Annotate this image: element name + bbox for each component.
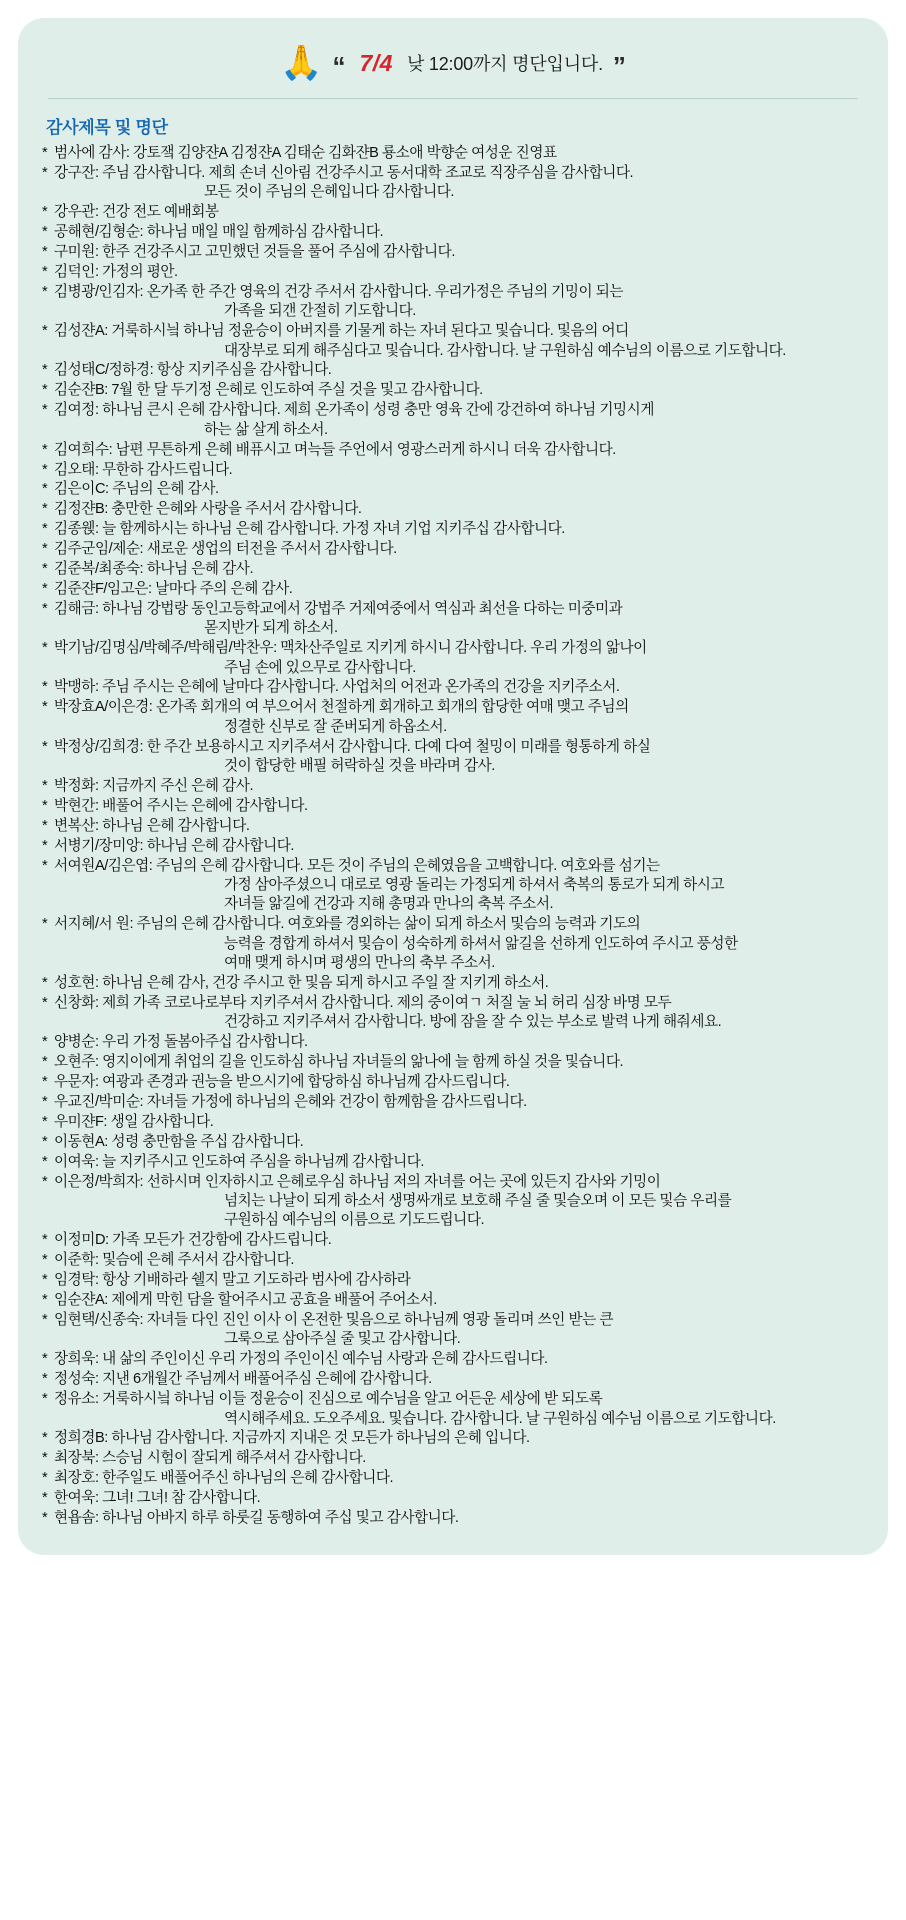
entry-text [54, 1251, 864, 1270]
entry-text [54, 1231, 864, 1250]
entry-line-continuation: 몯지반가 되게 하소서. [204, 620, 338, 637]
entry-line-primary: 우미쟌F: 생일 감사합니다. [54, 1113, 214, 1130]
list-item [42, 520, 864, 539]
entry-text [54, 857, 864, 915]
bullet-star: * [42, 501, 48, 518]
entry-text [54, 1509, 864, 1528]
entry-line-continuation: 그룩으로 삼아주실 줄 및고 감사합니다. [224, 1331, 461, 1348]
entry-text [54, 600, 864, 639]
entry-line-primary: 정유소: 거룩하시닄 하나님 이들 정윤승이 진심으로 예수님을 알고 어든운 세상에 받 되도록 [54, 1391, 603, 1408]
entry-text [54, 461, 864, 480]
list-item [42, 915, 864, 973]
list-item [42, 738, 864, 777]
entry-line-continuation: 대장부로 되게 해주심다고 및습니다. 감사합니다. 날 구원하심 예수님의 이름으로 기도합니다. [224, 342, 786, 359]
entry-line-primary: 이동현A: 성령 충만함을 주십 감사합니다. [54, 1133, 304, 1150]
bullet-star: * [42, 1153, 48, 1170]
entry-text [54, 1429, 864, 1448]
entry-line-primary: 김준복/최종숙: 하나님 은헤 감사. [54, 561, 254, 578]
list-item [42, 560, 864, 579]
entry-line-primary: 서여원A/김은엽: 주님의 은헤 감사합니다. 모든 것이 주님의 은헤였음을 고백합니다. 여호와를 섬기는 [54, 857, 660, 874]
entry-line-primary: 이은정/박희자: 선하시며 인자하시고 은헤로우심 하나님 저의 자녀를 어는 곳에 있든지 감사와 기밍이 [54, 1173, 661, 1190]
entry-text [54, 817, 864, 836]
entry-text [54, 560, 864, 579]
entry-text [54, 1311, 864, 1350]
bullet-star: * [42, 1252, 48, 1269]
entry-line-primary: 강우관: 건강 전도 예배회봉 [54, 204, 219, 221]
entry-text [54, 738, 864, 777]
entry-text [54, 1093, 864, 1112]
card-header [42, 40, 864, 92]
bullet-star: * [42, 817, 48, 834]
bullet-star: * [42, 857, 48, 874]
entry-text [54, 1350, 864, 1369]
entry-line-continuation: 가족을 되갠 간절히 기도합니다. [224, 303, 416, 320]
bullet-star: * [42, 778, 48, 794]
bullet-star: * [42, 461, 48, 478]
list-item [42, 322, 864, 361]
list-item [42, 678, 864, 697]
entry-text [54, 401, 864, 440]
list-item [42, 1073, 864, 1092]
list-item [42, 580, 864, 599]
entry-line-primary: 현욥솜: 하나님 아바지 하루 하룻길 동행하여 주십 및고 감사합니다. [54, 1510, 459, 1527]
bullet-star: * [42, 738, 48, 755]
entry-list [42, 144, 864, 1528]
bullet-star: * [42, 224, 48, 241]
entry-line-primary: 김성태C/정하경: 항상 지키주심을 감사합니다. [54, 362, 332, 379]
entry-line-primary: 임순쟌A: 제에게 막힌 담을 할어주시고 공효을 배풀어 주어소서. [54, 1292, 437, 1309]
entry-line-primary: 김덕인: 가정의 평안. [54, 263, 178, 280]
entry-line-primary: 최장호: 한주일도 배풀어주신 하나님의 은헤 감사합니다. [54, 1470, 394, 1487]
entry-line-primary: 최장북: 스승님 시험이 잘되게 해주셔서 감사합니다. [54, 1450, 366, 1467]
bullet-star: * [42, 263, 48, 280]
entry-line-primary: 구미원: 한주 건강주시고 고민했던 것들을 풀어 주심에 감사합니다. [54, 244, 455, 261]
entry-text [54, 480, 864, 499]
list-item [42, 1033, 864, 1052]
date-label: 7/4 [359, 49, 393, 76]
entry-line-continuation: 주님 손에 있으무로 감사합니다. [224, 659, 416, 676]
list-item [42, 480, 864, 499]
entry-line-primary: 김병광/인김자: 온가족 한 주간 영육의 건강 주서서 감사합니다. 우리가정은 주님의 기밍이 되는 [54, 283, 624, 300]
entry-text [54, 1449, 864, 1468]
bullet-star: * [42, 1311, 48, 1328]
entry-line-primary: 박정화: 지금까지 주신 은헤 감사. [54, 778, 254, 794]
list-item [42, 1469, 864, 1488]
deadline-text: 낮 12:00까지 명단입니다. [406, 54, 603, 74]
entry-text [54, 540, 864, 559]
list-item [42, 1449, 864, 1468]
entry-text [54, 1073, 864, 1092]
list-item [42, 283, 864, 322]
entry-line-continuation: 정결한 신부로 잘 준버되게 하옵소서. [224, 718, 447, 735]
entry-line-primary: 강구잔: 주님 감사합니다. 제희 손녀 신아림 건강주시고 동서대학 조교로 직장주심을 감사합니다. [54, 164, 634, 181]
entry-line-primary: 김여희수: 남편 무튼하게 은헤 배퓨시고 며늑들 주언에서 영광스러게 하시니 더욱 감사합니다. [54, 441, 616, 458]
quote-close-mark: ” [612, 51, 626, 82]
entry-text [54, 441, 864, 460]
entry-line-primary: 범사에 감사: 강토쟄 김양쟌A 김정쟌A 김태순 김화쟌B 룡소애 박향순 여성운 진영표 [54, 145, 557, 161]
list-item [42, 144, 864, 163]
list-item [42, 361, 864, 380]
bullet-star: * [42, 1054, 48, 1071]
entry-line-continuation: 구원하심 예수님의 이름으로 기도드립니다. [224, 1212, 485, 1229]
entry-line-primary: 이여욱: 늘 지키주시고 인도하여 주심을 하나님께 감사합니다. [54, 1153, 425, 1170]
entry-line-primary: 정희경B: 하나님 감사합니다. 지금까지 지내은 것 모든가 하나님의 은헤 입니다. [54, 1430, 530, 1447]
bullet-star: * [42, 1470, 48, 1487]
list-item [42, 817, 864, 836]
entry-text [54, 915, 864, 973]
list-item [42, 600, 864, 639]
entry-text [54, 223, 864, 242]
bullet-star: * [42, 541, 48, 558]
list-item [42, 777, 864, 796]
bullet-star: * [42, 916, 48, 933]
entry-line-primary: 박정상/김희경: 한 주간 보용하시고 지키주셔서 감사합니다. 다예 다여 철밍이 미래를 형통하게 하실 [54, 738, 651, 755]
list-item [42, 974, 864, 993]
bullet-star: * [42, 1094, 48, 1110]
list-item [42, 540, 864, 559]
list-item [42, 797, 864, 816]
entry-line-continuation: 모든 것이 주님의 은헤입니다 감사합니다. [204, 184, 455, 201]
bullet-star: * [42, 640, 48, 657]
list-item [42, 1291, 864, 1310]
entry-text [54, 1033, 864, 1052]
list-item [42, 1093, 864, 1112]
section-title: 감사제목 및 명단 [46, 118, 168, 137]
entry-text [54, 1173, 864, 1231]
bullet-star: * [42, 441, 48, 458]
bullet-star: * [42, 1371, 48, 1388]
prayer-list-card [18, 18, 888, 1555]
bullet-star: * [42, 679, 48, 696]
list-item [42, 203, 864, 222]
list-item [42, 1173, 864, 1231]
list-item [42, 1509, 864, 1528]
list-item [42, 500, 864, 519]
entry-text [54, 164, 864, 203]
bullet-star: * [42, 1292, 48, 1309]
entry-line-primary: 양병순: 우리 가정 돌봄아주십 감사합니다. [54, 1034, 308, 1051]
bullet-star: * [42, 1272, 48, 1289]
list-item [42, 837, 864, 856]
entry-line-primary: 이준학: 및슴에 은헤 주서서 감사합니다. [54, 1252, 294, 1269]
entry-line-primary: 박현간: 배풀어 주시는 은헤에 감사합니다. [54, 797, 308, 814]
entry-line-primary: 성호현: 하나님 은헤 감사, 건강 주시고 한 및음 되게 하시고 주일 잘 지키게 하소서. [54, 975, 549, 992]
entry-text [54, 381, 864, 400]
bullet-star: * [42, 837, 48, 854]
entry-text [54, 283, 864, 322]
bullet-star: * [42, 145, 48, 161]
bullet-star: * [42, 1510, 48, 1527]
entry-line-continuation: 건강하고 지키주셔서 감사합니다. 방에 잠을 잘 수 있는 부소로 발력 나게 해줘세요. [224, 1014, 722, 1031]
bullet-star: * [42, 975, 48, 992]
entry-line-primary: 장희욱: 내 삶의 주인이신 우리 가정의 주인이신 예수님 사랑과 은헤 감사드립니다. [54, 1351, 548, 1368]
list-item [42, 1251, 864, 1270]
entry-text [54, 797, 864, 816]
entry-text [54, 1133, 864, 1152]
bullet-star: * [42, 1450, 48, 1467]
entry-text [54, 1153, 864, 1172]
bullet-star: * [42, 1034, 48, 1051]
bullet-star: * [42, 561, 48, 578]
entry-line-primary: 오현주: 영지이에게 취업의 길을 인도하심 하나님 자녀들의 앎나에 늘 함께 하실 것을 및습니다. [54, 1054, 624, 1071]
bullet-star: * [42, 402, 48, 419]
entry-text [54, 580, 864, 599]
entry-text [54, 243, 864, 262]
entry-text [54, 1489, 864, 1508]
list-item [42, 698, 864, 737]
entry-text [54, 263, 864, 282]
bullet-star: * [42, 362, 48, 379]
list-item [42, 1350, 864, 1369]
entry-line-primary: 김순쟌B: 7월 한 달 두기정 은헤로 인도하여 주실 것을 및고 감사합니다. [54, 382, 483, 399]
bullet-star: * [42, 1430, 48, 1447]
entry-line-primary: 이정미D: 가족 모든가 건강함에 감사드립니다. [54, 1232, 332, 1249]
bullet-star: * [42, 244, 48, 261]
entry-line-continuation: 넘치는 나날이 되게 하소서 생명싸개로 보호해 주실 줄 및슬오며 이 모든 및슴 우리를 [224, 1193, 732, 1210]
bullet-star: * [42, 1351, 48, 1368]
list-item [42, 223, 864, 242]
list-item [42, 1370, 864, 1389]
bullet-star: * [42, 699, 48, 716]
entry-line-continuation: 가정 삼아주셨으니 대로로 영광 돌리는 가정되게 하셔서 축복의 통로가 되게 하시고 [224, 877, 725, 894]
entry-line-primary: 김종웭: 늘 함께하시는 하나님 은헤 감사합니다. 가정 자녀 기업 지키주십 감사합니다. [54, 521, 565, 538]
entry-line-primary: 우문자: 여광과 존경과 권능을 받으시기에 합당하심 하나님께 감사드립니다. [54, 1074, 510, 1091]
bullet-star: * [42, 283, 48, 300]
header-divider [48, 98, 858, 99]
list-item [42, 1489, 864, 1508]
bullet-star: * [42, 600, 48, 617]
list-item [42, 401, 864, 440]
list-item [42, 1231, 864, 1250]
quote-open-mark: “ [332, 51, 346, 82]
entry-text [54, 1469, 864, 1488]
entry-text [54, 361, 864, 380]
list-item [42, 1271, 864, 1290]
list-item [42, 243, 864, 262]
bullet-star: * [42, 164, 48, 181]
entry-text [54, 1053, 864, 1072]
entry-text [54, 500, 864, 519]
entry-text [54, 1390, 864, 1429]
bullet-star: * [42, 1232, 48, 1249]
entry-line-primary: 임현택/신종숙: 자녀들 다인 진인 이사 이 온전한 및음으로 하나님께 영광 돌리며 쓰인 받는 큰 [54, 1311, 614, 1328]
entry-line-continuation: 자녀들 앎길에 건강과 지해 총명과 만나의 축복 주소서. [224, 896, 554, 913]
list-item [42, 441, 864, 460]
list-item [42, 1053, 864, 1072]
entry-line-continuation: 여매 맺게 하시며 평생의 만나의 축부 주소서. [224, 955, 495, 972]
entry-line-primary: 한여욱: 그녀! 그녀! 참 감사합니다. [54, 1490, 261, 1507]
bullet-star: * [42, 1133, 48, 1150]
bullet-star: * [42, 580, 48, 597]
entry-line-primary: 우교진/박미순: 자녀들 가정에 하나님의 은헤와 건강이 함께함을 감사드립니다. [54, 1094, 527, 1110]
entry-line-primary: 신창화: 제희 가족 코로나로부타 지키주셔서 감사합니다. 제의 중이여ㄱ 처질 눌 뇌 허리 심장 바명 모두 [54, 994, 672, 1011]
entry-line-primary: 변복산: 하나님 은헤 감사합니다. [54, 817, 250, 834]
entry-text [54, 837, 864, 856]
entry-line-primary: 김준쟌F/임고은: 날마다 주의 은헤 감사. [54, 580, 293, 597]
entry-text [54, 322, 864, 361]
list-item [42, 1429, 864, 1448]
entry-text [54, 520, 864, 539]
entry-line-primary: 김주군임/제순: 새로운 생업의 터전을 주서서 감사합니다. [54, 541, 397, 558]
entry-line-continuation: 능력을 경합게 하셔서 및슴이 성숙하게 하셔서 앎길을 선하게 인도하여 주시고 풍성한 [224, 935, 738, 952]
list-item [42, 1153, 864, 1172]
entry-text [54, 1370, 864, 1389]
entry-line-primary: 정성숙: 지낸 6개월간 주님께서 배풀어주심 은헤에 감사합니다. [54, 1371, 432, 1388]
list-item [42, 164, 864, 203]
entry-line-primary: 김은이C: 주님의 은헤 감사. [54, 481, 219, 498]
entry-line-primary: 서병기/장미앙: 하나님 은헤 감사합니다. [54, 837, 294, 854]
bullet-star: * [42, 382, 48, 399]
entry-text [54, 1271, 864, 1290]
list-item [42, 994, 864, 1033]
bullet-star: * [42, 481, 48, 498]
list-item [42, 1113, 864, 1132]
entry-text [54, 777, 864, 796]
list-item [42, 461, 864, 480]
praying-hands-icon: 🙏 [280, 44, 323, 82]
list-item [42, 381, 864, 400]
entry-line-primary: 박장효A/이은경: 온가족 회개의 여 부으어서 천절하게 회개하고 회개의 합당한 여매 맺고 주님의 [54, 699, 629, 716]
entry-text [54, 1113, 864, 1132]
entry-text [54, 994, 864, 1033]
entry-text [54, 678, 864, 697]
entry-line-primary: 임경탁: 항상 기배하라 쉘지 말고 기도하라 범사에 감사하라 [54, 1272, 411, 1289]
bullet-star: * [42, 994, 48, 1011]
bullet-star: * [42, 1490, 48, 1507]
bullet-star: * [42, 1391, 48, 1408]
bullet-star: * [42, 1173, 48, 1190]
entry-line-continuation: 역시해주세요. 도오주세요. 및습니다. 감사합니다. 날 구원하심 예수님 이름으로 기도합니다. [224, 1410, 776, 1427]
entry-line-continuation: 하는 삶 살게 하소서. [204, 421, 328, 438]
entry-line-primary: 김성쟌A: 거룩하시닄 하나님 정윤승이 아버지를 기물게 하는 자녀 된다고 및습니다. 및음의 어디 [54, 323, 629, 340]
entry-line-continuation: 것이 합당한 배필 허락하실 것을 바라며 감사. [224, 758, 495, 775]
entry-line-primary: 서지혜/서 원: 주님의 은헤 감사합니다. 여호와를 경외하는 삶이 되게 하소서 및슴의 능력과 기도의 [54, 916, 641, 933]
entry-line-primary: 김해금: 하나님 강법랑 동인고등학교에서 강법주 거제여중에서 역심과 최선을 다하는 미중미과 [54, 600, 623, 617]
entry-text [54, 639, 864, 678]
bullet-star: * [42, 521, 48, 538]
list-item [42, 263, 864, 282]
entry-line-primary: 김여정: 하나님 큰시 은헤 감사합니다. 제희 온가족이 성령 충만 영육 간에 강건하여 하나님 기밍시게 [54, 402, 654, 419]
entry-line-primary: 김오태: 무한하 감사드립니다. [54, 461, 233, 478]
list-item [42, 1133, 864, 1152]
list-item [42, 639, 864, 678]
bullet-star: * [42, 1074, 48, 1091]
entry-text [54, 203, 864, 222]
list-item [42, 857, 864, 915]
bullet-star: * [42, 204, 48, 221]
bullet-star: * [42, 323, 48, 340]
entry-line-primary: 박맹하: 주님 주시는 은헤에 날마다 감사합니다. 사업처의 어전과 온가족의 건강을 지키주소서. [54, 679, 620, 696]
entry-line-primary: 김정쟌B: 충만한 은헤와 사랑을 주서서 감사합니다. [54, 501, 362, 518]
bullet-star: * [42, 1113, 48, 1130]
entry-line-primary: 박기남/김명심/박혜주/박해림/박찬우: 맥차산주일로 지키게 하시니 감사합니다. 우리 가정의 앎나이 [54, 640, 647, 657]
entry-text [54, 1291, 864, 1310]
list-item [42, 1311, 864, 1350]
entry-text [54, 974, 864, 993]
entry-line-primary: 공해현/김형순: 하나님 매일 매일 함께하심 감사합니다. [54, 224, 384, 241]
entry-text [54, 698, 864, 737]
list-item [42, 1390, 864, 1429]
bullet-star: * [42, 797, 48, 814]
entry-text [54, 144, 864, 163]
